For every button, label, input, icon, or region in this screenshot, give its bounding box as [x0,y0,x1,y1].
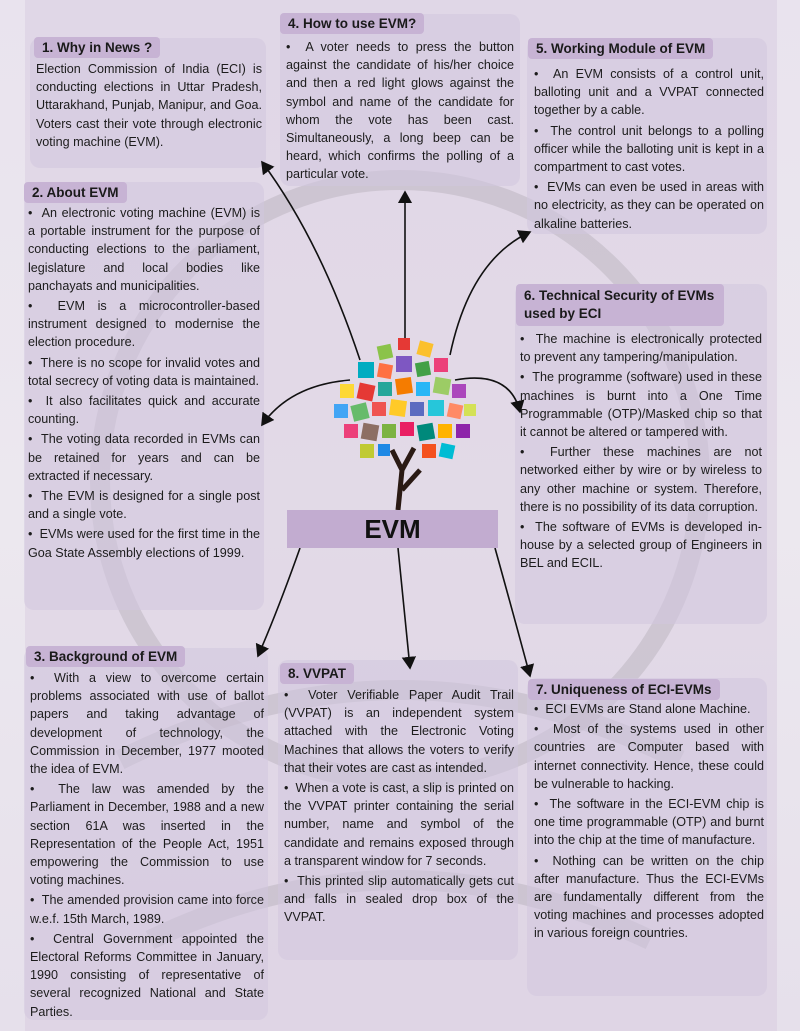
tree-canopy [334,338,476,459]
about-paragraph-6: • The EVM is designed for a single post and a single vote. [28,487,260,523]
vvpat-paragraph-2: • When a vote is cast, a slip is printed on the VVPAT printer containing the serial number, name and symbol of the candidate and remains exposed through a transparent window for 7 seconds. [284,779,514,870]
background-heading: 3. Background of EVM [26,646,185,667]
security-body [520,330,762,575]
working-paragraph-2: • The control unit belongs to a polling officer while the balloting unit is kept in a compartment to cast votes. [534,122,764,177]
background-paragraph-4: • Central Government appointed the Electoral Reforms Committee in January, 1990 consisting of representative of several recognized National and State Parties. [30,930,264,1021]
uniqueness-body [534,700,764,945]
working-paragraph-3: • EVMs can even be used in areas with no electricity, as they can be operated on alkaline batteries. [534,178,764,233]
arrow-to-vvpat [398,548,410,668]
working-heading: 5. Working Module of EVM [528,38,713,59]
background-paragraph-1: • With a view to overcome certain problems associated with use of ballot papers and taking advantage of development of technology, the Commission in December, 1977 mooted the idea of EVM. [30,669,264,778]
tree-trunk [392,448,420,510]
how-paragraph-1: • A voter needs to press the button against the candidate of his/her choice and then a red light glows against the symbol and name of the candidate for whom the vote has been cast. Simultaneously, a long beep can be heard, which confirms the polling of a particular vote. [286,38,514,184]
uniqueness-heading: 7. Uniqueness of ECI-EVMs [528,679,720,700]
uniqueness-paragraph-1: • ECI EVMs are Stand alone Machine. [534,700,764,718]
about-heading: 2. About EVM [24,182,127,203]
security-paragraph-3: • Further these machines are not networked either by wire or by wireless to any other machine or system. Therefore, there is no possibility of its data corruption. [520,443,762,516]
about-paragraph-7: • EVMs were used for the first time in the Goa State Assembly elections of 1999. [28,525,260,561]
how-body [286,38,514,186]
security-paragraph-1: • The machine is electronically protected to prevent any tampering/manipulation. [520,330,762,366]
uniqueness-paragraph-3: • The software in the ECI-EVM chip is one time programmable (OTP) and burnt into the chip at the time of manufacture. [534,795,764,850]
arrow-to-why [262,162,360,360]
vvpat-heading: 8. VVPAT [280,663,354,684]
arrow-to-background [258,548,300,656]
why-paragraph-1: Election Commission of India (ECI) is conducting elections in Uttar Pradesh, Uttarakhand, Punjab, Manipur, and Goa. Voters cast their vote through electronic voting machine (EVM). [36,62,262,149]
security-heading: 6. Technical Security of EVMs used by ECI [516,284,724,326]
working-paragraph-1: • An EVM consists of a control unit, balloting unit and a VVPAT connected together by a cable. [534,65,764,120]
security-paragraph-4: • The software of EVMs is developed in-house by a selected group of Engineers in BEL and ECIL. [520,518,762,573]
about-paragraph-3: • There is no scope for invalid votes and total secrecy of voting data is maintained. [28,354,260,390]
vvpat-body [284,686,514,929]
center-label: EVM [287,510,498,548]
background-body [30,669,264,1023]
about-paragraph-1: • An electronic voting machine (EVM) is a portable instrument for the purpose of conducting elections to the parliament, legislature and local bodies like panchayats and municipalities. [28,204,260,295]
how-heading: 4. How to use EVM? [280,13,424,34]
uniqueness-paragraph-4: • Nothing can be written on the chip after manufacture. Thus the ECI-EVMs are fundamentally different from the voting machines and processes adopted in various foreign countries. [534,852,764,943]
background-paragraph-2: • The law was amended by the Parliament in December, 1988 and a new section 61A was inserted in the Representation of the People Act, 1951 empowering the Commission to use voting machines. [30,780,264,889]
about-paragraph-5: • The voting data recorded in EVMs can be retained for years and can be extracted if necessary. [28,430,260,485]
why-body [36,60,262,153]
about-paragraph-4: • It also facilitates quick and accurate counting. [28,392,260,428]
about-body [28,204,260,564]
about-paragraph-2: • EVM is a microcontroller-based instrument designed to modernise the election procedure. [28,297,260,352]
uniqueness-paragraph-2: • Most of the systems used in other countries are Computer based with internet connectivity. Hence, these could be vulnerable to hacking. [534,720,764,793]
vvpat-paragraph-3: • This printed slip automatically gets cut and falls in sealed drop box of the VVPAT. [284,872,514,927]
security-paragraph-2: • The programme (software) used in these machines is burnt into a One Time Programmable (OTP)/Masked chip so that it cannot be altered or tampered with. [520,368,762,441]
background-paragraph-3: • The amended provision came into force w.e.f. 15th March, 1989. [30,891,264,927]
working-body [534,65,764,235]
why-heading: 1. Why in News ? [34,37,160,58]
arrow-to-about [262,380,350,425]
vvpat-paragraph-1: • Voter Verifiable Paper Audit Trail (VVPAT) is an independent system attached with the Electronic Voting Machines that allows the voters to verify that their votes are cast as intended. [284,686,514,777]
